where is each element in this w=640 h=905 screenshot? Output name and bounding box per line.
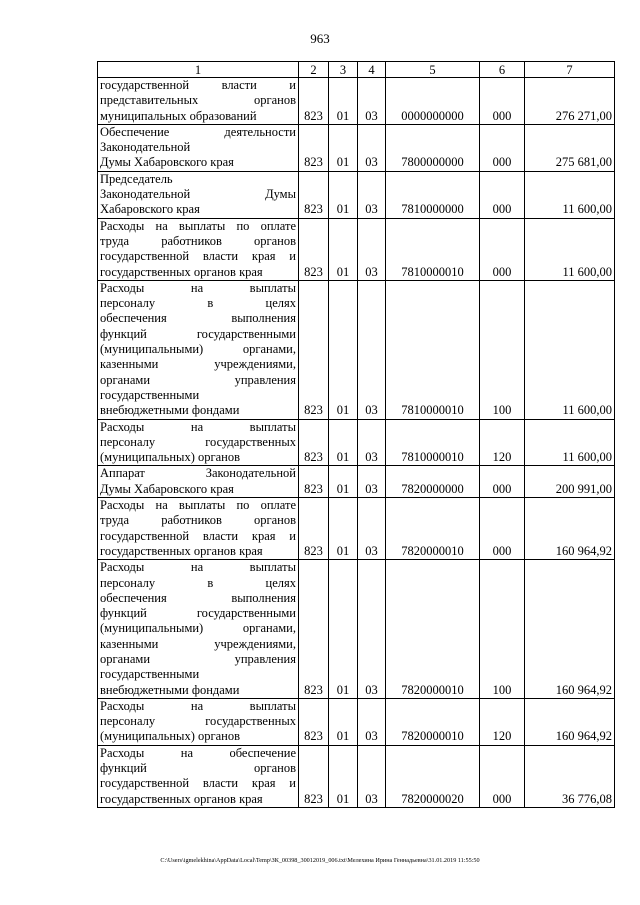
row-name-line: Расходы на выплаты по оплате [100,218,296,233]
row-target-article: 7820000010 [386,698,480,745]
row-subsection-code: 03 [358,466,386,498]
row-name-line: Расходы на выплаты по оплате [100,498,296,513]
row-name-line: (муниципальными) органами, [100,621,296,636]
row-section-code: 01 [329,745,358,807]
table-row [98,171,615,218]
row-name-line: государственной власти и [100,78,296,92]
row-ministry-code: 823 [299,171,329,218]
table-row [98,560,615,699]
row-name-line: государственной власти края и [100,776,296,791]
row-name-line: казенными учреждениями, [100,357,296,372]
row-name-line: Председатель [100,171,173,186]
header-col-5: 5 [386,62,480,78]
row-expense-type: 000 [480,218,525,280]
row-ministry-code: 823 [299,745,329,807]
row-ministry-code: 823 [299,218,329,280]
row-name-line: государственной власти края и [100,528,296,543]
table-row [98,745,615,807]
table-row [98,698,615,745]
row-target-article: 7810000000 [386,171,480,218]
row-name-line: государственными [100,667,200,682]
row-target-article: 0000000000 [386,78,480,125]
row-name [98,171,299,218]
row-name-line: труда работников органов [100,233,296,248]
row-amount: 11 600,00 [525,280,615,419]
row-expense-type: 100 [480,280,525,419]
row-target-article: 7820000010 [386,560,480,699]
table-row [98,78,615,125]
row-name-line: государственных органов края [100,264,263,279]
row-section-code: 01 [329,498,358,560]
budget-table [97,61,615,808]
row-name-line: (муниципальных) органов [100,450,241,465]
row-expense-type: 120 [480,419,525,466]
row-amount: 11 600,00 [525,419,615,466]
row-name-line: государственной власти края и [100,249,296,264]
header-row [98,62,615,78]
row-subsection-code: 03 [358,124,386,171]
table-row [98,124,615,171]
row-section-code: 01 [329,466,358,498]
row-target-article: 7820000000 [386,466,480,498]
row-name-line: персоналу государственных [100,714,296,729]
row-expense-type: 100 [480,560,525,699]
row-name [98,466,299,498]
row-subsection-code: 03 [358,280,386,419]
row-ministry-code: 823 [299,698,329,745]
row-name-line: (муниципальными) органами, [100,342,296,357]
row-name [98,560,299,699]
row-name-line: Законодательной Думы [100,187,296,202]
row-target-article: 7820000010 [386,498,480,560]
row-section-code: 01 [329,171,358,218]
row-name [98,280,299,419]
row-name-line: Хабаровского края [100,202,200,217]
row-target-article: 7810000010 [386,280,480,419]
page-number: 963 [310,31,330,46]
row-ministry-code: 823 [299,124,329,171]
row-name-line: персоналу в целях [100,575,296,590]
row-name-line: государственными [100,387,200,402]
row-name-line: государственных органов края [100,791,263,806]
row-target-article: 7810000010 [386,419,480,466]
row-amount: 160 964,92 [525,698,615,745]
row-target-article: 7820000020 [386,745,480,807]
row-name [98,745,299,807]
row-target-article: 7810000010 [386,218,480,280]
table-row [98,419,615,466]
row-name-line: Расходы на выплаты [100,560,296,575]
row-name-line: Расходы на выплаты [100,280,296,295]
row-subsection-code: 03 [358,745,386,807]
row-name-line: труда работников органов [100,513,296,528]
row-name-line: муниципальных образований [100,108,257,123]
row-section-code: 01 [329,124,358,171]
row-subsection-code: 03 [358,419,386,466]
row-amount: 276 271,00 [525,78,615,125]
row-name-line: Думы Хабаровского края [100,155,234,170]
row-name-line: казенными учреждениями, [100,636,296,651]
row-subsection-code: 03 [358,171,386,218]
row-name-line: обеспечения выполнения [100,590,296,605]
table-row [98,218,615,280]
row-section-code: 01 [329,280,358,419]
row-name-line: представительных органов [100,93,296,108]
row-name [98,498,299,560]
row-name-line: Расходы на обеспечение [100,745,296,760]
row-name-line: функций государственными [100,606,296,621]
row-name-line: Обеспечение деятельности [100,124,296,139]
row-name-line: органами управления [100,651,296,666]
row-ministry-code: 823 [299,419,329,466]
row-amount: 275 681,00 [525,124,615,171]
row-subsection-code: 03 [358,78,386,125]
row-section-code: 01 [329,78,358,125]
row-amount: 11 600,00 [525,171,615,218]
row-name [98,419,299,466]
table-row [98,466,615,498]
row-target-article: 7800000000 [386,124,480,171]
header-col-6: 6 [480,62,525,78]
row-amount: 200 991,00 [525,466,615,498]
table-row [98,280,615,419]
footer-file-path: C:\Users\igmelekhina\AppData\Local\Temp\ЗК_00398_30012019_006.txt\Мелехина Ирина Геннадьевна\31.01.2019 11:55:50 [160,857,480,864]
row-name-line: персоналу в целях [100,296,296,311]
row-section-code: 01 [329,698,358,745]
row-name [98,698,299,745]
row-name-line: обеспечения выполнения [100,311,296,326]
header-col-2: 2 [299,62,329,78]
header-col-3: 3 [329,62,358,78]
row-subsection-code: 03 [358,560,386,699]
row-expense-type: 000 [480,745,525,807]
row-amount: 36 776,08 [525,745,615,807]
row-name-line: персоналу государственных [100,434,296,449]
row-subsection-code: 03 [358,698,386,745]
row-ministry-code: 823 [299,466,329,498]
row-amount: 11 600,00 [525,218,615,280]
row-ministry-code: 823 [299,78,329,125]
row-name-line: внебюджетными фондами [100,403,240,418]
row-subsection-code: 03 [358,218,386,280]
row-section-code: 01 [329,560,358,699]
row-expense-type: 000 [480,124,525,171]
row-name-line: (муниципальных) органов [100,729,241,744]
row-name [98,124,299,171]
row-section-code: 01 [329,419,358,466]
row-ministry-code: 823 [299,498,329,560]
row-name-line: Расходы на выплаты [100,419,296,434]
row-expense-type: 000 [480,78,525,125]
row-name-line: внебюджетными фондами [100,682,240,697]
table-row [98,498,615,560]
row-expense-type: 000 [480,171,525,218]
row-amount: 160 964,92 [525,560,615,699]
row-ministry-code: 823 [299,560,329,699]
row-name-line: функций органов [100,761,296,776]
row-name-line: органами управления [100,372,296,387]
row-name-line: Законодательной [100,140,191,155]
row-expense-type: 000 [480,466,525,498]
row-name-line: государственных органов края [100,543,263,558]
row-name [98,218,299,280]
row-name-line: Аппарат Законодательной [100,466,296,481]
header-col-1: 1 [98,62,299,78]
row-name-line: функций государственными [100,326,296,341]
row-name [98,78,299,125]
row-expense-type: 000 [480,498,525,560]
row-subsection-code: 03 [358,498,386,560]
row-expense-type: 120 [480,698,525,745]
header-col-4: 4 [358,62,386,78]
header-col-7: 7 [525,62,615,78]
row-section-code: 01 [329,218,358,280]
row-name-line: Расходы на выплаты [100,698,296,713]
row-amount: 160 964,92 [525,498,615,560]
row-ministry-code: 823 [299,280,329,419]
row-name-line: Думы Хабаровского края [100,481,234,496]
